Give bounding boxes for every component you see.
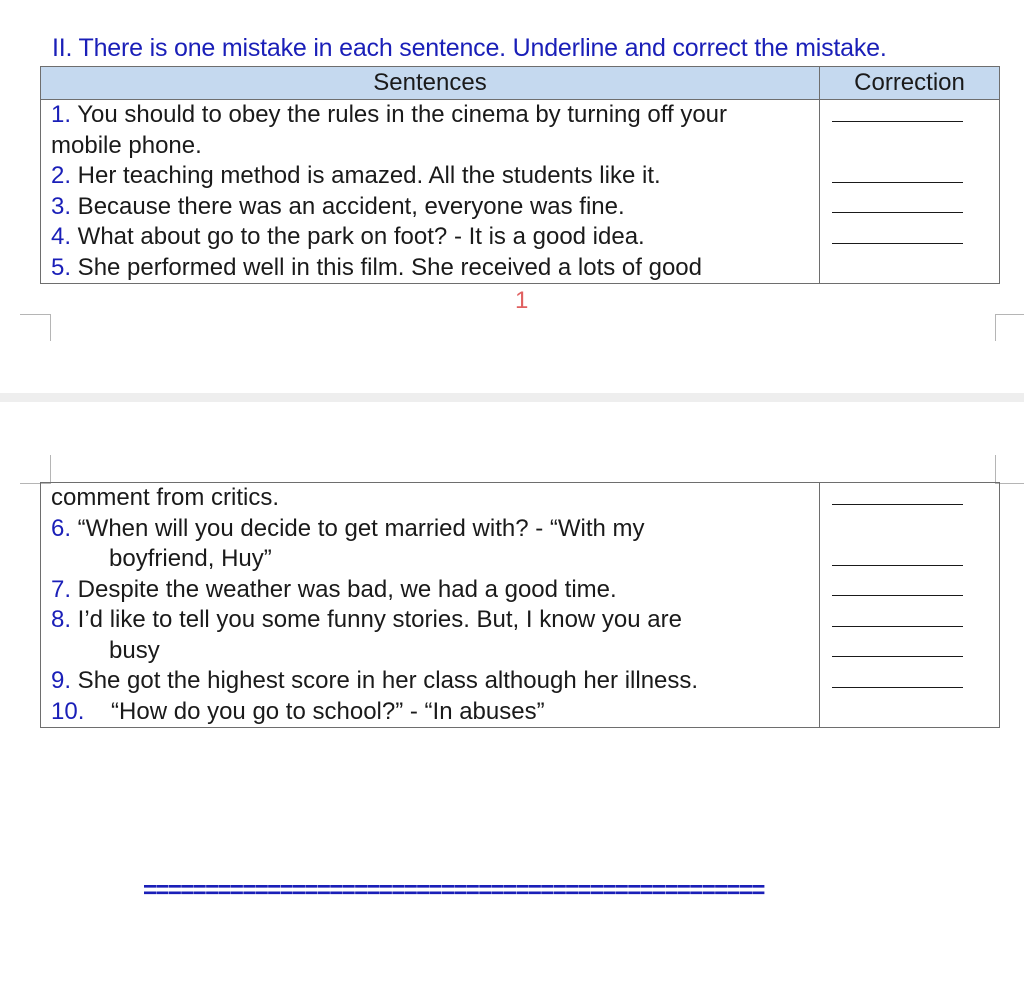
correction-blank-1[interactable]	[830, 100, 989, 131]
sentence-3: 3. Because there was an accident, everyone was fine.	[51, 192, 625, 220]
correction-blank-3[interactable]	[830, 192, 989, 223]
correction-blank-5[interactable]	[830, 483, 989, 514]
sentence-number: 10.	[51, 697, 85, 725]
sentence-2: 2. Her teaching method is amazed. All the students like it.	[51, 162, 661, 189]
table-row	[41, 483, 1000, 728]
sentence-number: 3.	[51, 192, 72, 220]
sentence-number: 8.	[51, 606, 72, 633]
exercise-table-page-1	[40, 66, 1000, 284]
sentence-9: 9. She got the highest score in her class although her illness.	[51, 667, 699, 694]
sentence-8-continuation: busy	[109, 636, 160, 664]
sentence-number: 2.	[51, 162, 72, 189]
sentences-cell	[41, 100, 820, 284]
crop-mark	[20, 314, 51, 341]
sentence-number: 1.	[51, 101, 72, 128]
sentence-8: 8. I’d like to tell you some funny stories. But, I know you are	[51, 606, 682, 633]
sentence-10: 10. “How do you go to school?” - “In abuses”	[51, 697, 545, 725]
page-number: 1	[515, 287, 529, 314]
header-correction: Correction	[820, 67, 1000, 100]
sentence-6-continuation: boyfriend, Huy”	[109, 545, 272, 572]
sentence-number: 4.	[51, 223, 72, 250]
crop-mark	[995, 455, 1024, 484]
separator-line: ==================================================	[143, 877, 764, 904]
table-row	[41, 100, 1000, 284]
sentence-6: 6. “When will you decide to get married with? - “With my	[51, 514, 645, 542]
sentence-1: 1. You should to obey the rules in the cinema by turning off your	[51, 101, 728, 128]
correction-cell	[820, 483, 1000, 728]
correction-blank-7[interactable]	[830, 575, 989, 606]
table-header-row	[41, 67, 1000, 100]
sentence-1-continuation: mobile phone.	[51, 131, 202, 159]
correction-blank-9[interactable]	[830, 666, 989, 697]
exercise-heading: II. There is one mistake in each sentence. Underline and correct the mistake.	[52, 34, 887, 62]
sentence-5-continuation: comment from critics.	[51, 484, 280, 511]
crop-mark	[995, 314, 1024, 341]
sentence-5: 5. She performed well in this film. She received a lots of good	[51, 253, 702, 281]
sentences-cell	[41, 483, 820, 728]
sentence-4: 4. What about go to the park on foot? - It is a good idea.	[51, 223, 645, 250]
sentence-number: 6.	[51, 514, 72, 542]
correction-blank-2[interactable]	[830, 161, 989, 192]
sentence-number: 9.	[51, 667, 72, 694]
sentence-7: 7. Despite the weather was bad, we had a good time.	[51, 575, 617, 603]
correction-blank-6[interactable]	[830, 544, 989, 575]
crop-mark	[20, 455, 51, 484]
correction-blank-8b[interactable]	[830, 636, 989, 667]
page-break	[0, 393, 1024, 402]
correction-blank-4[interactable]	[830, 222, 989, 253]
sentence-number: 7.	[51, 575, 72, 603]
exercise-table-page-2	[40, 482, 1000, 728]
sentence-number: 5.	[51, 253, 72, 281]
correction-cell	[820, 100, 1000, 284]
header-sentences: Sentences	[41, 67, 820, 100]
correction-blank-8[interactable]	[830, 605, 989, 636]
